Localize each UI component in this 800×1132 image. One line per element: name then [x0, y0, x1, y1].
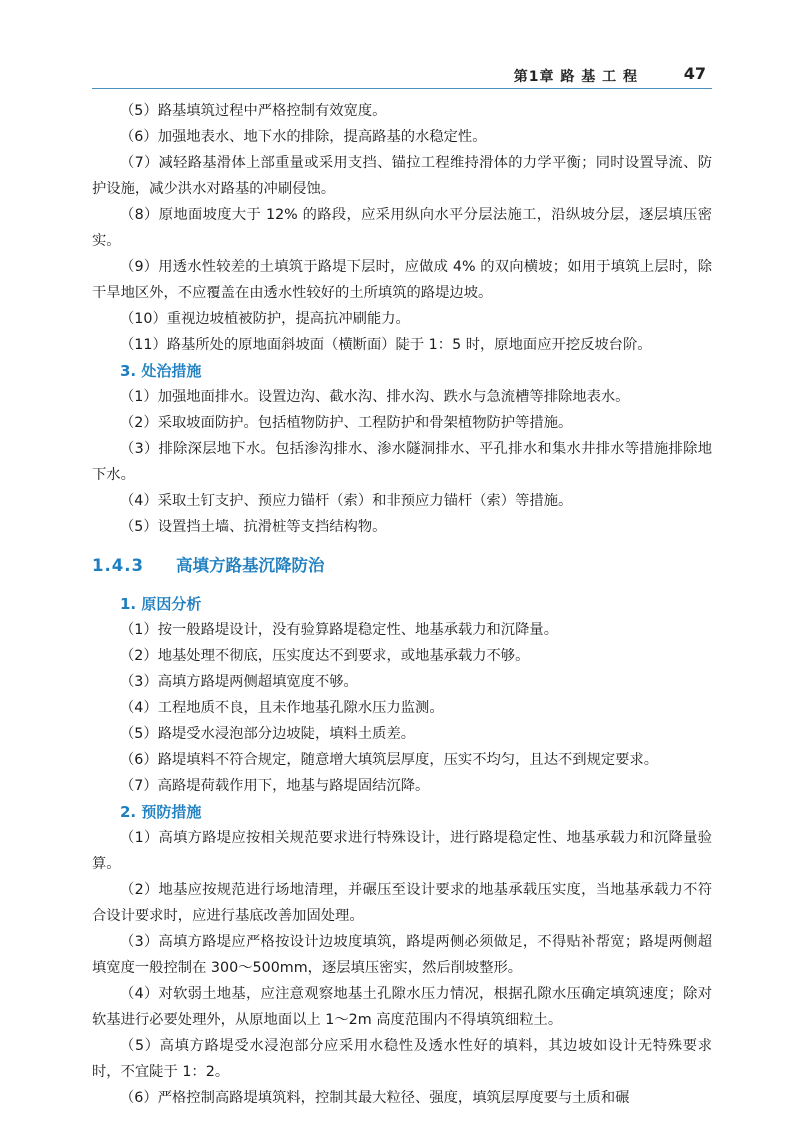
paragraph: （1）加强地面排水。设置边沟、截水沟、排水沟、跌水与急流槽等排除地表水。 [120, 389, 630, 405]
paragraph: （5）路堤受水浸泡部分边坡陡，填料土质差。 [120, 726, 416, 742]
paragraph: （3）高填方路堤两侧超填宽度不够。 [120, 674, 358, 690]
section-heading [92, 553, 712, 579]
page-number: 47 [683, 64, 706, 83]
paragraph: （8）原地面坡度大于 12% 的路段，应采用纵向水平分层法施工，沿纵坡分层，逐层填压密实。 [92, 207, 712, 249]
paragraph: （7）减轻路基滑体上部重量或采用支挡、锚拉工程维持滑体的力学平衡；同时设置导流、防护设施，减少洪水对路基的冲刷侵蚀。 [92, 155, 712, 197]
paragraph: （4）工程地质不良，且未作地基孔隙水压力监测。 [120, 700, 444, 716]
running-header [92, 64, 712, 86]
paragraph: （6）路堤填料不符合规定，随意增大填筑层厚度，压实不均匀，且达不到规定要求。 [120, 752, 659, 768]
paragraph: （5）高填方路堤受水浸泡部分应采用水稳性及透水性好的填料，其边坡如设计无特殊要求时，不宜陡于 1：2。 [92, 1038, 712, 1080]
paragraph: （2）地基应按规范进行场地清理，并碾压至设计要求的地基承载压实度，当地基承载力不符合设计要求时，应进行基底改善加固处理。 [92, 882, 712, 924]
paragraph: （1）高填方路堤应按相关规范要求进行特殊设计，进行路堤稳定性、地基承载力和沉降量验算。 [92, 830, 712, 872]
section-number: 1.4.3 [92, 556, 144, 575]
paragraph: （10）重视边坡植被防护，提高抗冲刷能力。 [120, 311, 410, 327]
chapter-title: 第1章 路 基 工 程 [513, 69, 638, 85]
subheading-prevention: 2. 预防措施 [120, 803, 202, 821]
paragraph: （3）高填方路堤应严格按设计边坡度填筑，路堤两侧必须做足，不得贴补帮宽；路堤两侧超填宽度一般控制在 300～500mm，逐层填压密实，然后削坡整形。 [92, 934, 712, 976]
paragraph: （7）高路堤荷载作用下，地基与路堤固结沉降。 [120, 778, 430, 794]
page-body [92, 98, 712, 1111]
paragraph: （2）采取坡面防护。包括植物防护、工程防护和骨架植物防护等措施。 [120, 415, 573, 431]
paragraph: （6）加强地表水、地下水的排除，提高路基的水稳定性。 [120, 129, 487, 145]
paragraph: （1）按一般路堤设计，没有验算路堤稳定性、地基承载力和沉降量。 [120, 622, 558, 638]
subheading-cause: 1. 原因分析 [120, 595, 202, 613]
paragraph: （4）对软弱土地基，应注意观察地基土孔隙水压力情况，根据孔隙水压确定填筑速度；除对软基进行必要处理外，从原地面以上 1～2m 高度范围内不得填筑细粒土。 [92, 986, 712, 1028]
paragraph: （4）采取土钉支护、预应力锚杆（索）和非预应力锚杆（索）等措施。 [120, 493, 573, 509]
paragraph: （5）设置挡土墙、抗滑桩等支挡结构物。 [120, 519, 387, 535]
header-rule [92, 88, 712, 89]
paragraph: （6）严格控制高路堤填筑料，控制其最大粒径、强度，填筑层厚度要与土质和碾 [120, 1090, 630, 1106]
paragraph: （3）排除深层地下水。包括渗沟排水、渗水隧洞排水、平孔排水和集水井排水等措施排除地下水。 [92, 441, 712, 483]
paragraph: （9）用透水性较差的土填筑于路堤下层时，应做成 4% 的双向横坡；如用于填筑上层时，除干旱地区外，不应覆盖在由透水性较好的土所填筑的路堤边坡。 [92, 259, 712, 301]
paragraph: （11）路基所处的原地面斜坡面（横断面）陡于 1：5 时，原地面应开挖反坡台阶。 [120, 337, 652, 353]
paragraph: （2）地基处理不彻底，压实度达不到要求，或地基承载力不够。 [120, 648, 530, 664]
subheading-treatment: 3. 处治措施 [120, 362, 202, 380]
paragraph: （5）路基填筑过程中严格控制有效宽度。 [120, 103, 387, 119]
section-title: 高填方路基沉降防治 [176, 556, 325, 575]
